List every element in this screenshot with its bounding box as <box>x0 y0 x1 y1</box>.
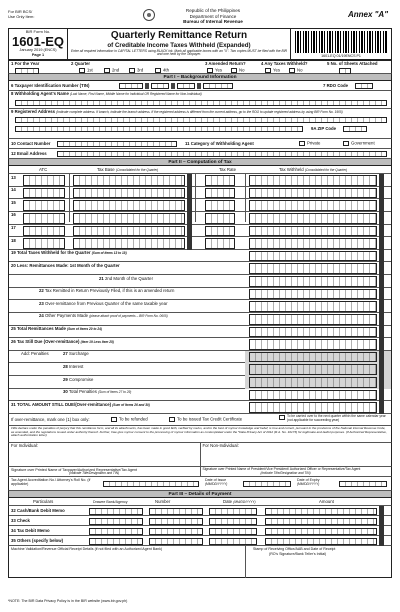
amended-no[interactable]: No <box>231 68 245 74</box>
checkbox[interactable] <box>231 68 237 73</box>
email-row: 12 Email Address <box>8 149 392 159</box>
computation-line <box>9 300 391 313</box>
tax-rate-field[interactable] <box>205 226 235 237</box>
tax-rate-field[interactable] <box>205 238 235 249</box>
taxes-withheld-label: 4 Any Taxes Withheld? <box>261 61 308 66</box>
tax-base-field[interactable] <box>73 175 185 186</box>
atc-field[interactable] <box>23 200 65 211</box>
amount-field[interactable] <box>249 301 377 312</box>
computation-line <box>9 401 391 414</box>
payment-label: 32 Cash/Bank Debit Memo <box>11 507 65 513</box>
atc-field[interactable] <box>23 213 65 224</box>
year-field[interactable] <box>15 68 39 74</box>
withheld-yes[interactable]: Yes <box>265 68 280 74</box>
checkbox[interactable] <box>155 68 161 73</box>
date-field[interactable] <box>209 528 257 535</box>
computation-line <box>9 363 391 376</box>
amount-field[interactable] <box>249 289 377 300</box>
accreditation-row: Tax Agent Accreditation No./ Attorney's Roll No. (if applicable) Date of Issue (MM/DD/YYYY) Date of Expiry (MM/DD/YYYY) <box>8 477 392 491</box>
amount-field[interactable] <box>249 377 377 388</box>
line-label: 20 Less: Remittances Made: 1st Month of the Quarter <box>11 262 120 268</box>
line-number: 18 <box>11 237 16 243</box>
amount-field[interactable] <box>249 402 377 413</box>
line-label: 29 Compromise <box>63 376 94 382</box>
year-label: 1 For the Year <box>11 61 40 66</box>
checkbox[interactable] <box>129 68 135 73</box>
quarter-2nd[interactable]: 2nd <box>104 68 119 74</box>
computation-line <box>9 376 391 389</box>
privacy-note: *NOTE: The BIR Data Privacy Policy is in the BIR website (www.bir.gov.ph) <box>8 599 128 603</box>
contact-number-field[interactable] <box>57 141 177 147</box>
date-of-issue-field[interactable] <box>243 481 291 487</box>
computation-line <box>9 326 391 339</box>
amount-field[interactable] <box>265 508 377 515</box>
line-label: 26 Tax Still Due (Over-remittance) (Item 19 Less Item 25) <box>11 338 114 344</box>
col-tax-withheld: Tax Withheld (Consolidated for the Quarter) <box>279 166 348 172</box>
line-label: 21 2nd Month of the Quarter <box>99 275 153 281</box>
agent-name-row: 8 Withholding Agent's Name (Last Name, First Name, Middle Name for Individual OR Registered Name for Non-Individual) <box>8 91 392 109</box>
signature-row <box>8 443 392 467</box>
barcode-icon <box>295 31 387 53</box>
part2-column-headers <box>8 166 392 174</box>
validation-row: Machine Validation/Revenue Official Receipt Details (if not filed with an Authorized Agent Bank) Stamp of Receiving Office/AAB and Date of Receipt (RO's Signature/Bank Teller's Initial) <box>8 546 392 578</box>
computation-line <box>9 288 391 301</box>
option-carry-over[interactable]: To be carried over to the next quarter within the same calendar year (not applicable for succeeding year) <box>279 415 391 423</box>
part1-title: Part I – Background Information <box>8 74 392 81</box>
over-remittance-row: If over-remittance, mark one (1) box only: To be refunded To be issued Tax Credit Certificate To be carried over to the next quarter within the same calendar year (not applicable for succeeding year) <box>8 414 392 426</box>
tax-rate-field[interactable] <box>205 200 235 211</box>
drawee-field[interactable] <box>89 528 143 535</box>
signature-individual[interactable]: For Individual: <box>9 443 201 466</box>
signature-non-individual[interactable]: For Non-Individual: <box>202 443 239 448</box>
payment-row <box>9 526 391 536</box>
line-label: 27 Surcharge <box>63 351 89 357</box>
computation-line <box>9 389 391 402</box>
rdo-code-field[interactable] <box>355 83 373 89</box>
declaration-row <box>8 426 392 443</box>
amount-field[interactable] <box>249 390 377 401</box>
page-title: Quarterly Remittance Return <box>110 30 248 41</box>
line-number: 17 <box>11 225 16 231</box>
tin-field-2[interactable] <box>151 83 169 89</box>
withheld-no[interactable]: No <box>289 68 303 74</box>
tax-rate-field[interactable] <box>205 213 235 224</box>
payment-label: 33 Check <box>11 517 30 523</box>
quarter-label: 2 Quarter <box>71 61 91 66</box>
specify-field[interactable] <box>89 538 143 545</box>
payment-row <box>9 536 391 546</box>
number-field[interactable] <box>149 518 203 525</box>
line-label: 31 TOTAL AMOUNT STILL DUE/(Over-remittance) (Sum of Items 26 and 30) <box>11 401 150 407</box>
address-row: 9 Registered Address (Indicate complete address. If branch, indicate the branch address. If the registered address is different from the current address, go to the RDO to update registered address by using BIR Form No. 1905) 9A ZIP Code <box>8 109 392 139</box>
payment-row <box>9 516 391 526</box>
atc-field[interactable] <box>23 175 65 186</box>
agency-block: Republic of the Philippines Department of Finance Bureau of Internal Revenue <box>183 8 243 24</box>
computation-line: Add: Penalties 27 Surcharge <box>9 351 391 364</box>
amount-field[interactable] <box>249 327 377 338</box>
amount-field[interactable] <box>249 188 377 199</box>
payment-table <box>8 506 392 546</box>
amount-field[interactable] <box>249 263 377 274</box>
atc-field[interactable] <box>23 226 65 237</box>
part3-headers: Particulars Drawee Bank/Agency Number Date (MM/DD/YYYY) Amount <box>8 498 392 506</box>
option-refunded[interactable]: To be refunded <box>111 417 148 423</box>
line-label: 28 Interest <box>63 363 84 369</box>
date-field[interactable] <box>209 518 257 525</box>
quarter-1st[interactable]: 1st <box>79 68 93 74</box>
amount-field[interactable] <box>249 226 377 237</box>
amount-field[interactable] <box>249 238 377 249</box>
computation-table <box>8 174 392 414</box>
amount-field[interactable] <box>249 364 377 375</box>
form-code: 1601-EQ <box>11 33 65 49</box>
form-page <box>8 6 392 606</box>
date-field[interactable] <box>209 508 257 515</box>
computation-line <box>9 313 391 326</box>
line-label: 23 Over-remittance from Previous Quarter of the same taxable year <box>39 300 168 306</box>
atc-field[interactable] <box>23 188 65 199</box>
payment-row <box>9 506 391 516</box>
form-number-box: BIR Form No. 1601-EQ January 2019 (ENCS) Page 1 <box>8 28 68 60</box>
checkbox[interactable] <box>79 68 85 73</box>
drawee-field[interactable] <box>89 508 143 515</box>
address-field-2[interactable] <box>15 126 303 132</box>
line-number: 14 <box>11 187 16 193</box>
checkbox[interactable] <box>279 415 285 420</box>
atc-field[interactable] <box>23 238 65 249</box>
quarter-4th[interactable]: 4th <box>155 68 169 74</box>
form-title-box <box>68 28 290 60</box>
computation-line <box>9 174 391 187</box>
signature-labels-row: Signature over Printed Name of Taxpayer/Authorized Representative/Tax Agent (Indicate Title/Designation and TIN) Signature over Printed Name of President/Vice President/ Authorized Officer or Representative/Tax Agent (Indicate Title/Designation and TIN) <box>8 467 392 477</box>
category-private[interactable]: Private <box>299 141 320 147</box>
address-field-1[interactable] <box>15 117 387 123</box>
amount-field[interactable] <box>249 339 377 350</box>
computation-line <box>9 199 391 212</box>
tin-field-4[interactable] <box>203 83 233 89</box>
tax-base-field[interactable] <box>73 213 185 224</box>
col-atc: ATC <box>39 166 48 172</box>
quarter-3rd[interactable]: 3rd <box>129 68 143 74</box>
part3-title: Part III – Details of Payment <box>8 491 392 498</box>
line-label: 24 Other Payments Made (please attach proof of payments – BIR Form No. 0605) <box>39 313 168 319</box>
amount-field[interactable] <box>249 200 377 211</box>
date-of-expiry-field[interactable] <box>339 481 387 487</box>
amended-label: 3 Amended Return? <box>205 61 246 66</box>
amount-field[interactable] <box>249 251 377 262</box>
tin-field-3[interactable] <box>177 83 195 89</box>
number-field[interactable] <box>149 508 203 515</box>
line-number: 16 <box>11 212 16 218</box>
amount-field[interactable] <box>265 518 377 525</box>
contact-row: 10 Contact Number 11 Category of Withholding Agent Private Government <box>8 139 392 149</box>
checkbox[interactable] <box>104 68 110 73</box>
number-field[interactable] <box>149 528 203 535</box>
sheets-field[interactable] <box>339 68 351 74</box>
barcode: 1601-EQ 01/19ENCS P1 <box>290 28 392 60</box>
amount-field[interactable] <box>249 314 377 325</box>
checkbox[interactable] <box>111 417 117 422</box>
line-label: 30 Total Penalties (Sum of Items 27 to 29) <box>63 389 132 395</box>
payment-label: 34 Tax Debit Memo <box>11 527 50 533</box>
line-number: 15 <box>11 199 16 205</box>
amount-field[interactable] <box>249 352 377 363</box>
drawee-field[interactable] <box>89 518 143 525</box>
line-label: 22 Tax Remitted in Return Previously Filed, if this is an amended return <box>39 288 175 294</box>
number-field[interactable] <box>149 538 203 545</box>
category-government[interactable]: Government <box>343 141 375 147</box>
amount-field[interactable] <box>249 213 377 224</box>
line-number: 13 <box>11 174 16 180</box>
part2-title: Part II – Computation of Tax <box>8 159 392 166</box>
tax-base-field[interactable] <box>73 238 185 249</box>
bir-use-only: For BIR BCS/ Use Only Item: <box>8 9 35 19</box>
instructions: Enter all required information in CAPITAL LETTERS using BLACK ink. Mark all applicable boxes with an "X". Two copies MUST be filed with the BIR and one held by the Taxpayer. <box>71 48 287 57</box>
computation-line <box>9 225 391 238</box>
page-subtitle: of Creditable Income Taxes Withheld (Expanded) <box>107 41 251 49</box>
tax-rate-field[interactable] <box>205 175 235 186</box>
checkbox[interactable] <box>169 417 175 422</box>
amended-yes[interactable]: Yes <box>207 68 222 74</box>
form-header <box>8 6 392 60</box>
computation-line <box>9 237 391 250</box>
accreditation-field[interactable] <box>103 481 199 487</box>
amount-field[interactable] <box>265 538 377 545</box>
col-tax-rate: Tax Rate <box>219 166 236 172</box>
computation-line <box>9 212 391 225</box>
zip-code-field[interactable] <box>343 126 367 132</box>
checkbox[interactable] <box>343 141 349 146</box>
tin-field-1[interactable] <box>119 83 143 89</box>
checkbox[interactable] <box>289 68 295 73</box>
computation-line <box>9 338 391 351</box>
checkbox[interactable] <box>207 68 213 73</box>
top-fields-row <box>8 60 392 74</box>
agent-name-field[interactable] <box>15 100 387 106</box>
checkbox[interactable] <box>265 68 271 73</box>
line-label: 19 Total Taxes Withheld for the Quarter (Sum of Items 13 to 18) <box>11 250 127 256</box>
payment-label: 35 Others (specify below) <box>11 537 64 543</box>
tax-base-field[interactable] <box>73 200 185 211</box>
computation-line <box>9 262 391 275</box>
line-label: 25 Total Remittances Made (Sum of Items 20 to 24) <box>11 326 102 332</box>
col-tax-base: Tax Base (Consolidated for the Quarter) <box>97 166 159 172</box>
computation-line <box>9 187 391 200</box>
sheets-label: 5 No. of Sheets Attached <box>327 61 378 66</box>
option-tcc[interactable]: To be issued Tax Credit Certificate <box>169 417 242 423</box>
computation-line <box>9 275 391 288</box>
amount-field[interactable] <box>249 175 377 186</box>
checkbox[interactable] <box>299 141 305 146</box>
tin-row: 6 Taxpayer Identification Number (TIN) 7 RDO Code <box>8 81 392 91</box>
amount-field[interactable] <box>249 276 377 287</box>
annex-label: Annex "A" <box>347 10 388 19</box>
amount-field[interactable] <box>265 528 377 535</box>
declaration-text: I/We declare under the penalties of perjury that this remittance form, and all its attachments, has been made in good faith, verified by me/us, and to the best of my/our knowledge and belief, is true and correct, pursuant to the provisions of the National Internal Revenue Code, as amended, and the regulations issued under authority thereof. Further, I/we give my/our consent to the processing of my/our information as contemplated under the *Data Privacy Act of 2012 (R.A. No. 10173) for legitimate and lawful purposes. (If Authorized Representative, attach authorization letter) <box>11 426 387 438</box>
computation-line <box>9 250 391 263</box>
tax-base-field[interactable] <box>73 226 185 237</box>
tax-base-field[interactable] <box>73 188 185 199</box>
tax-rate-field[interactable] <box>205 188 235 199</box>
email-field[interactable] <box>57 151 387 157</box>
date-field[interactable] <box>209 538 257 545</box>
